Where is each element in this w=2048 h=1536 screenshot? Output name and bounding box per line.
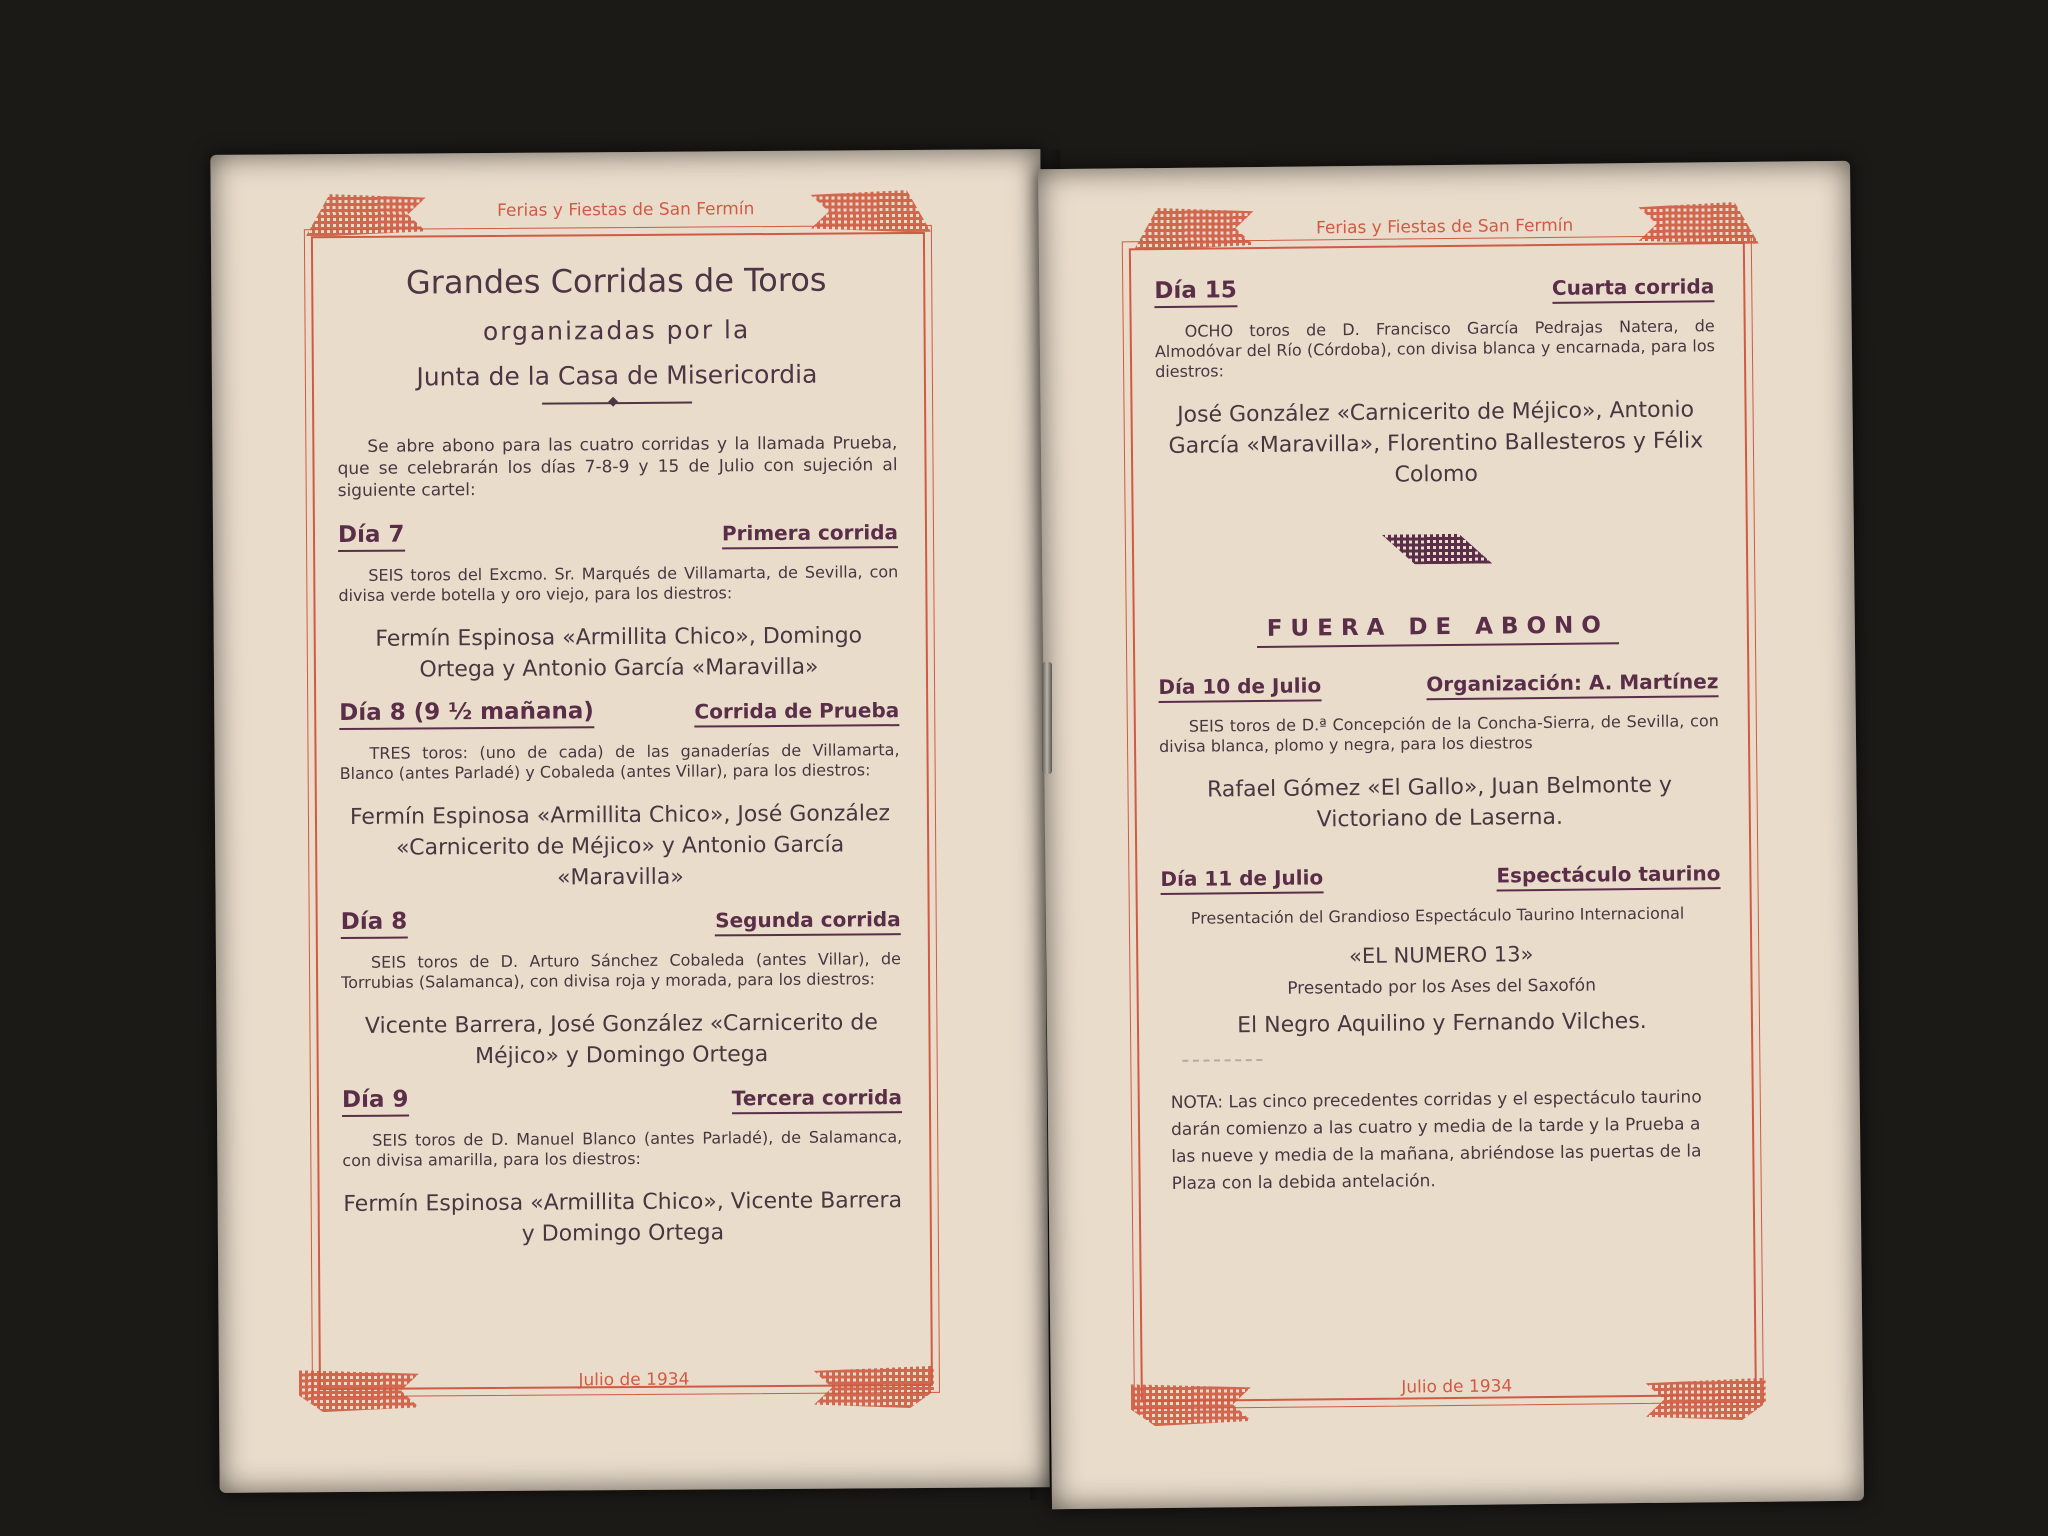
staple xyxy=(1042,662,1052,774)
day-bullfighters: Fermín Espinosa «Armillita Chico», Vicente Barrera y Domingo Ortega xyxy=(343,1188,903,1247)
fuera-de-abono-text: FUERA DE ABONO xyxy=(1257,612,1619,648)
day-performers: El Negro Aquilino y Fernando Vilches. xyxy=(1237,1008,1647,1039)
left-content xyxy=(336,260,903,1265)
day-description: SEIS toros de D. Arturo Sánchez Cobaleda (antes Villar), de Torrubias (Salamanca), con divisa roja y morada, para los diestros: xyxy=(341,949,902,993)
subtitle-junta: Junta de la Casa de Misericordia xyxy=(416,359,818,392)
page-header: Ferias y Fiestas de San Fermín xyxy=(497,199,755,221)
day-heading xyxy=(338,518,898,552)
day-heading xyxy=(1158,669,1718,703)
day-bullfighters: José González «Carnicerito de Méjico», Antonio García «Maravilla», Florentino Ballesteros y Félix Colomo xyxy=(1168,397,1704,488)
day-date: Día 8 (9 ½ mañana) xyxy=(339,698,594,730)
day-description: SEIS toros de D.ª Concepción de la Concha-Sierra, de Sevilla, con divisa blanca, plomo y negra, para los diestros xyxy=(1158,711,1719,757)
day-date: Día 9 xyxy=(342,1087,409,1117)
day-heading xyxy=(1154,272,1714,308)
day-label: Tercera corrida xyxy=(732,1085,902,1114)
intro-text: Se abre abono para las cuatro corridas y la llamada Prueba, que se celebrarán los días 7-8-9 y 15 de Julio con sujeción al siguiente cartel: xyxy=(337,433,898,502)
day-description: SEIS toros del Excmo. Sr. Marqués de Villamarta, de Sevilla, con divisa verde botella y oro viejo, para los diestros: xyxy=(338,562,899,606)
day-date: Día 10 de Julio xyxy=(1158,673,1321,703)
day-bullfighters: Vicente Barrera, José González «Carnicerito de Méjico» y Domingo Ortega xyxy=(364,1010,878,1070)
show-presented-by: Presentado por los Ases del Saxofón xyxy=(1287,975,1597,999)
page-footer: Julio de 1934 xyxy=(578,1369,690,1391)
title-divider xyxy=(542,402,692,405)
day-label: Segunda corrida xyxy=(715,907,901,936)
page-header: Ferias y Fiestas de San Fermín xyxy=(1315,215,1574,239)
day-date: Día 7 xyxy=(338,522,405,552)
day-description: SEIS toros de D. Manuel Blanco (antes Parladé), de Salamanca, con divisa amarilla, para los diestros: xyxy=(342,1127,903,1171)
show-title: «EL NUMERO 13» xyxy=(1348,942,1534,969)
right-content xyxy=(1154,272,1724,1215)
day-heading xyxy=(339,696,899,730)
day-date: Día 11 de Julio xyxy=(1160,865,1323,895)
day-description: TRES toros: (uno de cada) de las ganaderías de Villamarta, Blanco (antes Parladé) y Cobaleda (antes Villar), para los diestros: xyxy=(339,740,900,784)
day-description: OCHO toros de D. Francisco García Pedrajas Natera, de Almodóvar del Río (Córdoba), con divisa blanca y encarnada, para los diestros: xyxy=(1154,316,1715,382)
day-date: Día 8 xyxy=(341,909,408,939)
right-page xyxy=(1038,161,1864,1509)
day-date: Día 15 xyxy=(1154,277,1237,308)
day-bullfighters: Fermín Espinosa «Armillita Chico», José González «Carnicerito de Méjico» y Antonio García «Maravilla» xyxy=(349,801,891,891)
day-label: Cuarta corrida xyxy=(1552,274,1715,304)
left-page xyxy=(210,149,1049,1493)
main-title: Grandes Corridas de Toros xyxy=(405,260,827,302)
day-label: Espectáculo taurino xyxy=(1496,861,1720,891)
day-description: Presentación del Grandioso Espectáculo Taurino Internacional xyxy=(1190,903,1685,928)
day-heading xyxy=(341,905,901,939)
day-label: Corrida de Prueba xyxy=(694,698,899,727)
page-footer: Julio de 1934 xyxy=(1401,1376,1513,1398)
section-ornament xyxy=(1382,534,1492,565)
day-bullfighters: Rafael Gómez «El Gallo», Juan Belmonte y Victoriano de Laserna. xyxy=(1206,772,1673,833)
subtitle-organized: organizadas por la xyxy=(482,315,751,347)
nota-text: NOTA: Las cinco precedentes corridas y el espectáculo taurino darán comienzo a las cuatro y media de la tarde y la Prueba a las nueve y media de la mañana, abriéndose las puertas de la Plaza con la debida antelación. xyxy=(1170,1087,1702,1194)
day-bullfighters: Fermín Espinosa «Armillita Chico», Domingo Ortega y Antonio García «Maravilla» xyxy=(375,623,863,683)
day-heading xyxy=(1160,861,1720,895)
separator xyxy=(1182,1059,1262,1062)
day-heading xyxy=(342,1083,902,1117)
day-label: Primera corrida xyxy=(722,520,898,549)
day-label: Organización: A. Martínez xyxy=(1426,669,1718,700)
fuera-de-abono-heading xyxy=(1158,611,1718,643)
